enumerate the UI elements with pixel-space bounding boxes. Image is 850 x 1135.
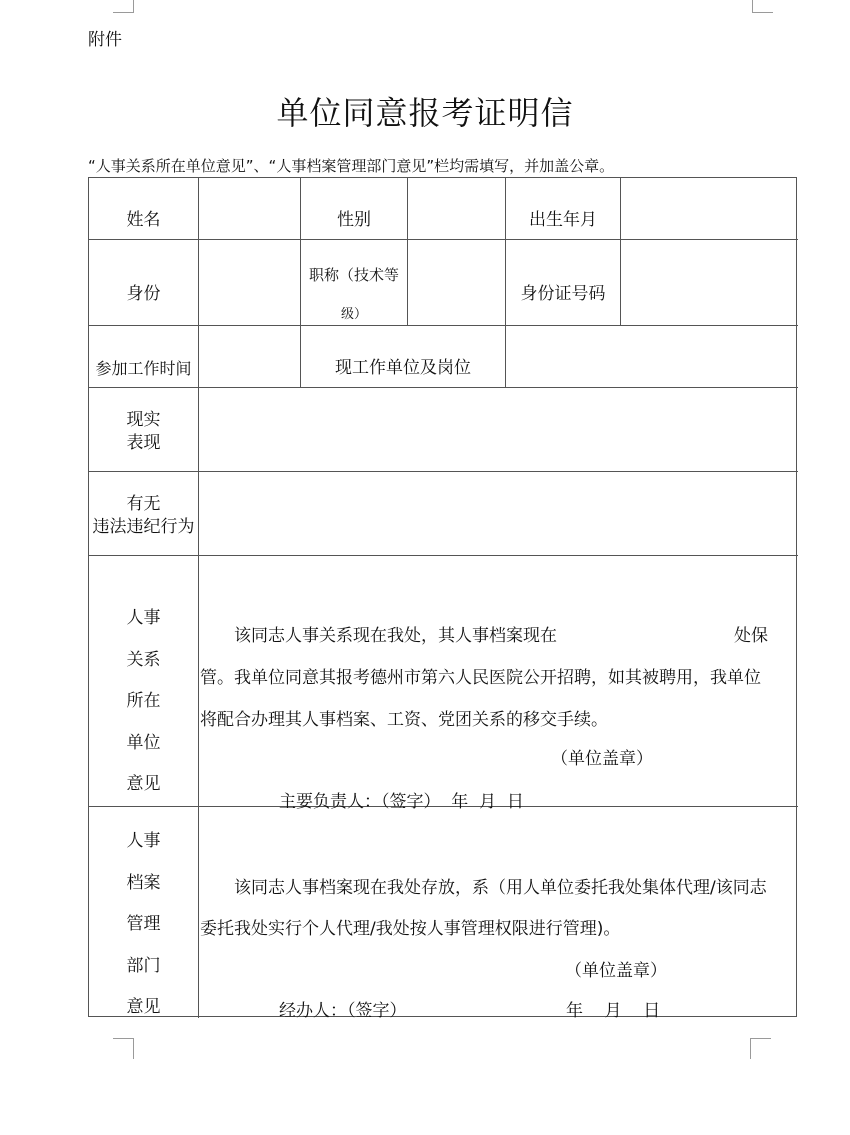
id-number-value-cell[interactable] [621, 240, 798, 325]
archive-dept-text-line1: 该同志人事档案现在我处存放，系（用人单位委托我处集体代理/该同志 [234, 878, 767, 898]
performance-value-cell[interactable] [199, 388, 798, 471]
archive-dept-label-char: 人事 [126, 831, 161, 851]
work-start-value-cell[interactable] [199, 326, 300, 387]
archive-dept-seal: （单位盖章） [565, 961, 667, 981]
gender-value-cell[interactable] [408, 178, 505, 239]
job-title-value-cell[interactable] [408, 240, 505, 325]
certificate-form [88, 177, 797, 1021]
archive-dept-text-line2: 委托我处实行个人代理/我处按人事管理权限进行管理)。 [200, 919, 621, 939]
crop-mark-top-left [113, 0, 134, 13]
id-number-label: 身份证号码 [520, 283, 606, 304]
job-title-label-line2: 级） [340, 306, 367, 322]
instruction-note: “人事关系所在单位意见”、“人事档案管理部门意见”栏均需填写，并加盖公章。 [88, 157, 615, 175]
hr-unit-text-line3: 将配合办理其人事档案、工资、党团关系的移交手续。 [200, 710, 608, 730]
hr-unit-opinion-label [89, 598, 198, 806]
attachment-label: 附件 [88, 30, 122, 50]
hr-unit-label-char: 意见 [126, 774, 161, 794]
violation-label [89, 472, 198, 559]
hr-unit-text-line2: 管。我单位同意其报考德州市第六人民医院公开招聘，如其被聘用，我单位 [200, 668, 761, 688]
job-title-label-line1: 职称（技术等 [308, 266, 399, 284]
hr-unit-seal: （单位盖章） [551, 749, 653, 769]
violation-label-line1: 有无 [126, 493, 161, 514]
name-value-cell[interactable] [199, 178, 300, 239]
hr-unit-text-line1a: 该同志人事关系现在我处，其人事档案现在 [234, 626, 557, 646]
hr-unit-text-line1b: 处保 [734, 626, 768, 646]
current-unit-value-cell[interactable] [506, 326, 798, 387]
current-unit-label: 现工作单位及岗位 [335, 358, 471, 379]
hr-unit-label-char: 人事 [126, 608, 161, 628]
crop-mark-top-right [752, 0, 773, 13]
birth-label: 出生年月 [529, 209, 597, 230]
crop-mark-bottom-left [113, 1038, 134, 1059]
violation-value-cell[interactable] [199, 472, 798, 555]
archive-dept-label-char: 部门 [126, 955, 161, 976]
performance-label [89, 388, 198, 475]
job-title-label [301, 240, 407, 325]
identity-value-cell[interactable] [199, 240, 300, 325]
performance-label-line1: 现实 [126, 409, 161, 430]
hr-unit-label-char: 关系 [126, 649, 161, 670]
page-title: 单位同意报考证明信 [276, 94, 574, 132]
archive-dept-label-char: 管理 [126, 914, 161, 934]
name-label: 姓名 [126, 209, 161, 230]
birth-value-cell[interactable] [621, 178, 798, 239]
hr-unit-label-char: 所在 [126, 691, 161, 711]
archive-dept-label-char: 意见 [126, 997, 161, 1017]
violation-label-line2: 违法违纪行为 [92, 516, 195, 537]
performance-label-line2: 表现 [126, 432, 161, 453]
gender-label: 性别 [337, 209, 371, 230]
archive-dept-date: 年 月 日 [566, 1001, 661, 1021]
hr-unit-signer: 主要负责人：（签字） 年 月 日 [279, 792, 524, 812]
hr-unit-label-char: 单位 [126, 732, 161, 753]
archive-dept-label-char: 档案 [126, 872, 161, 893]
archive-dept-handler: 经办人：（签字） [279, 1001, 407, 1021]
crop-mark-bottom-right [750, 1038, 771, 1059]
work-start-label: 参加工作时间 [95, 358, 192, 378]
archive-dept-opinion-label [89, 821, 198, 1029]
identity-label: 身份 [126, 283, 161, 304]
